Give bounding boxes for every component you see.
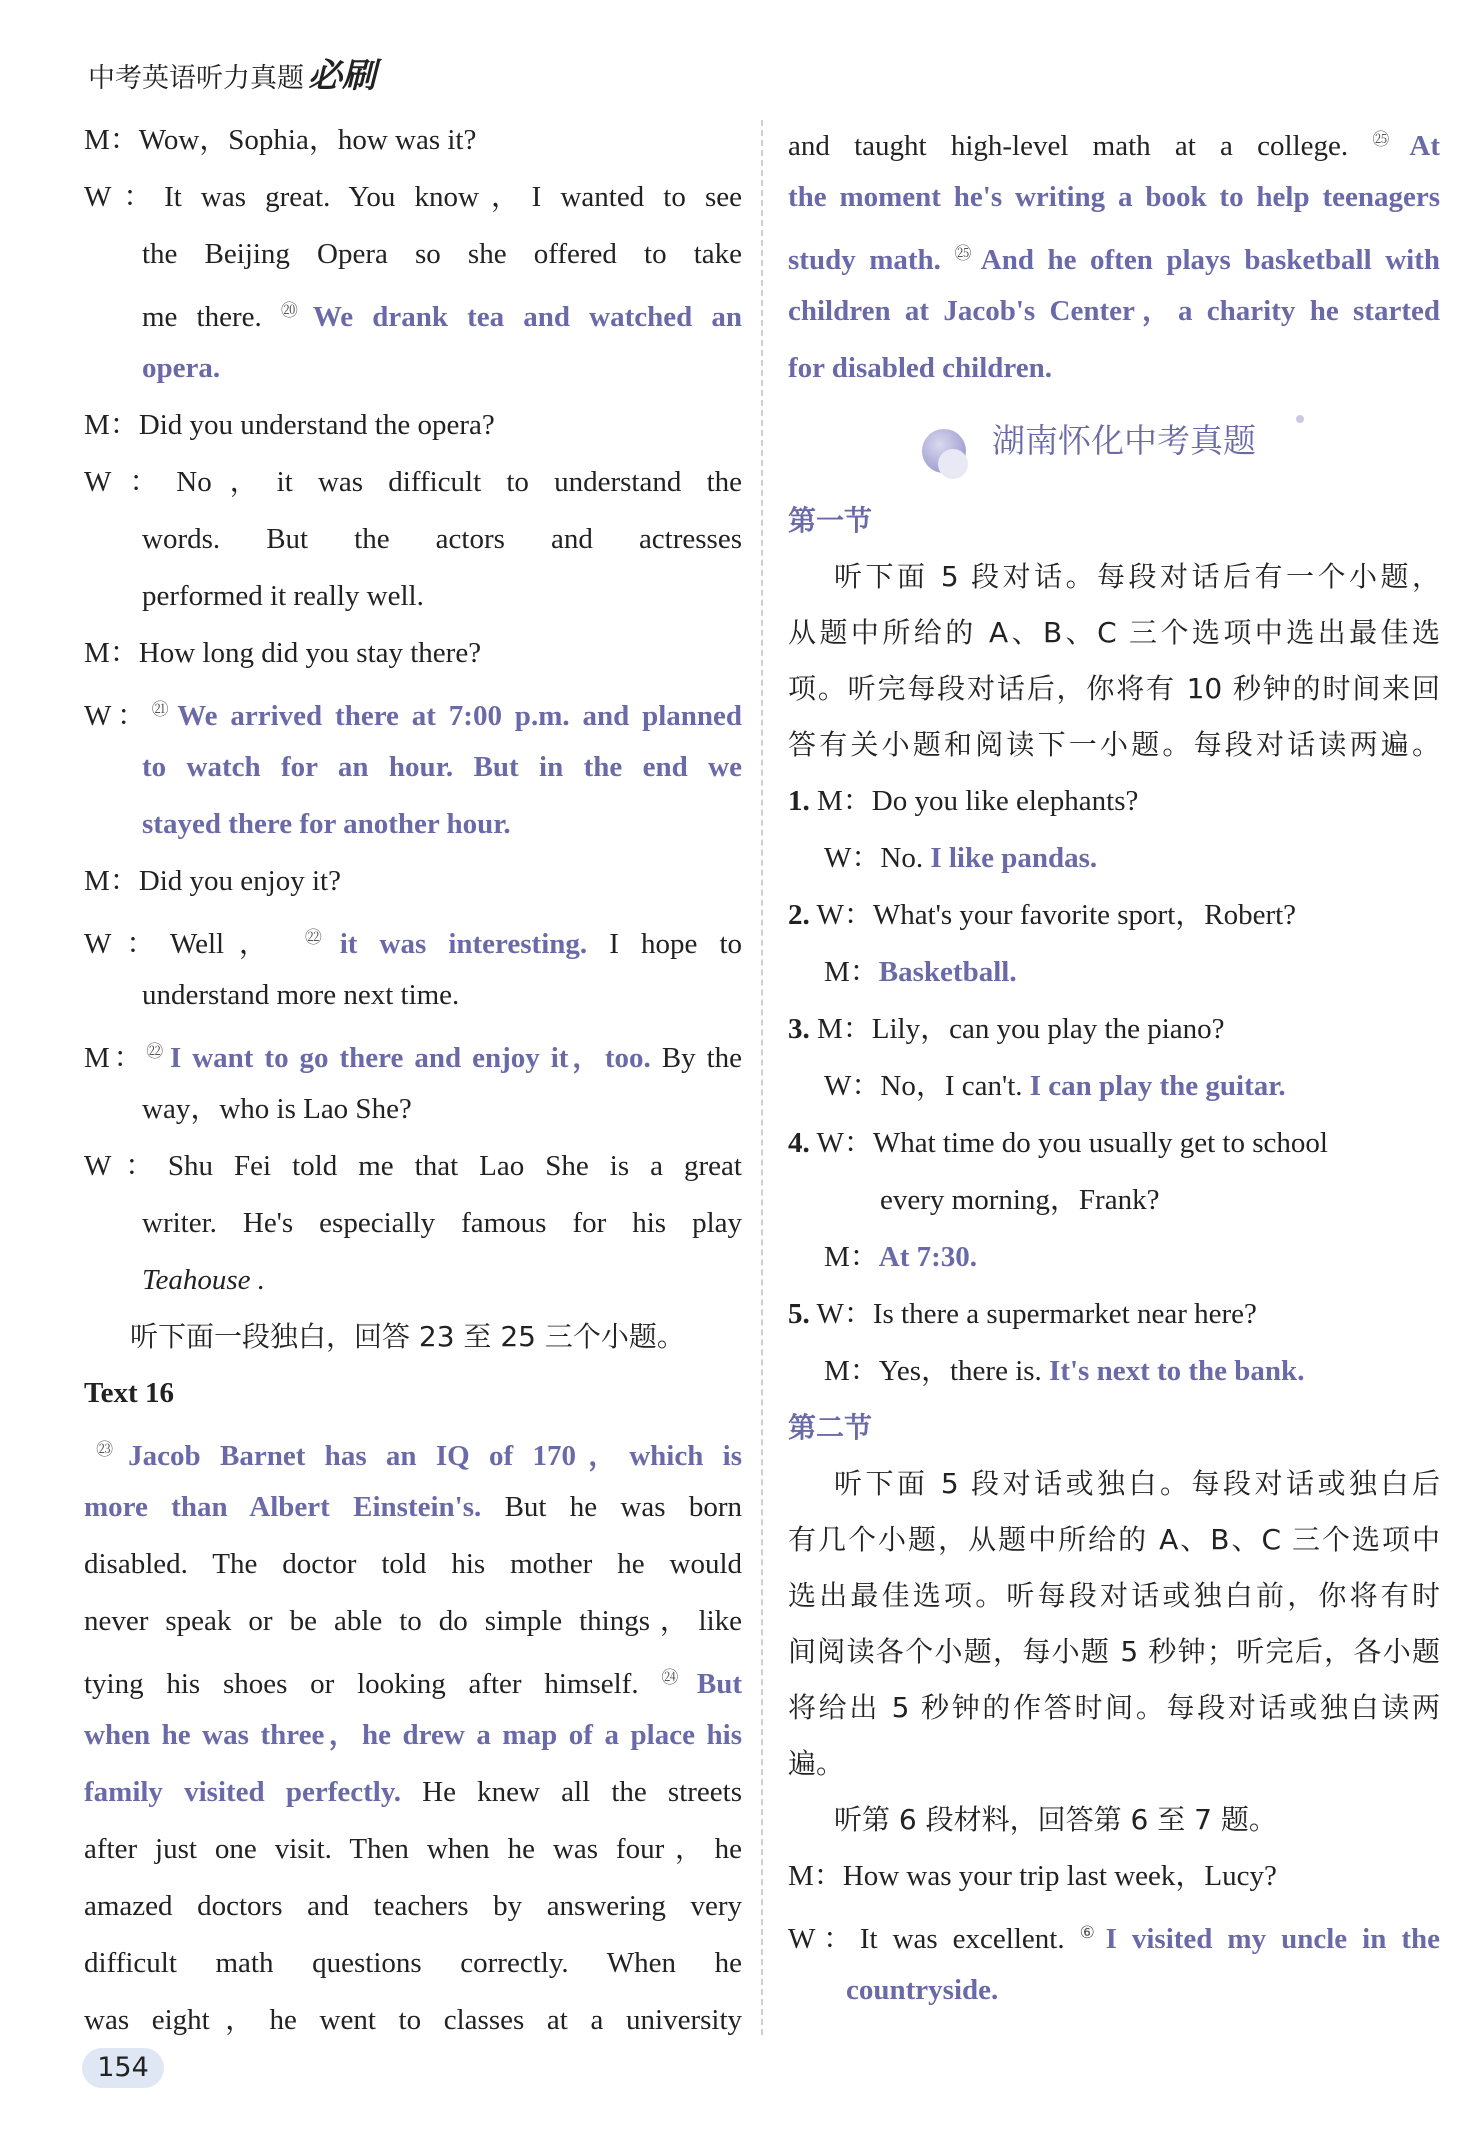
instruction-line: 遍。 [788,1747,845,1780]
banner-decoration [938,449,968,479]
question-number: 5. [788,1298,810,1330]
instruction-line: 有几个小题，从题中所给的 A、B、C 三个选项中 [788,1523,1440,1556]
text-span: W：What's your favorite sport，Robert? [816,899,1297,931]
question-line: every morning，Frank? [880,1184,1160,1216]
text-span: me there. [142,301,262,333]
answer-marker: ㉓ [84,1440,126,1460]
text-line [84,1479,742,1536]
answer-highlight: At [1409,130,1441,162]
text-line: M：Wow，Sophia，how was it? [84,124,477,156]
answer-highlight: countryside. [846,1974,999,2006]
answer-highlight: We arrived there at 7:00 p.m. and planned [177,700,743,732]
response-line [788,1343,1440,1400]
answer-highlight: I like pandas. [930,842,1098,874]
instruction-line: 听第 6 段材料，回答第 6 至 7 题。 [834,1803,1277,1836]
instruction-line: 听下面 5 段对话。每段对话后有一个小题， [834,560,1440,593]
answer-highlight: family visited perfectly. [84,1776,401,1808]
instruction-line: 听下面 5 段对话或独白。每段对话或独白后 [834,1467,1440,1500]
question-line [788,1115,1440,1172]
text-line: way，who is Lao She? [142,1093,412,1125]
text-span: I hope to [609,928,742,960]
text-span: W：Is there a supermarket near here? [816,1298,1257,1330]
text-line [84,1764,742,1821]
text-span: But he was born [504,1491,743,1523]
text-line: M：Did you understand the opera? [84,409,495,441]
question-line [788,1001,1440,1058]
text-span: M：Yes，there is. [824,1355,1042,1387]
section-banner [788,397,1440,493]
text-span: W：What time do you usually get to school [816,1127,1328,1159]
column-divider [761,120,763,2035]
answer-highlight: when he was three，he drew a map of a place his [84,1719,742,1751]
text-span: W： [84,700,152,732]
question-line [788,773,1440,830]
text-span: tying his shoes or looking after himself. [84,1668,639,1700]
instruction-line: 从题中所给的 A、B、C 三个选项中选出最佳选 [788,616,1440,649]
answer-marker: ㉒ [304,928,337,948]
text-line [84,1650,742,1707]
text-span: By the [661,1042,743,1074]
section-heading: 第一节 [788,504,873,537]
text-line [84,1024,742,1081]
answer-marker: ㉔ [661,1668,694,1688]
answer-marker: ⑳ [280,301,310,321]
text-span: W：It was excellent. [788,1923,1065,1955]
question-number: 4. [788,1127,810,1159]
answer-marker: ㉒ [146,1042,167,1062]
banner-title: 湖南怀化中考真题 [992,421,1256,460]
left-column [84,112,742,2049]
answer-highlight: I want to go there and enjoy it，too. [169,1042,651,1074]
text-line: was eight，he went to classes at a university [84,2004,742,2036]
text-span: M： [824,956,879,988]
answer-highlight: to watch for an hour. But in the end we [142,751,742,783]
instruction-line: 项。听完每段对话后，你将有 10 秒钟的时间来回 [788,672,1440,705]
answer-marker: ㉑ [151,700,175,720]
text-span: M： [824,1241,879,1273]
question-line [788,1286,1440,1343]
text-span: W：No. [824,842,924,874]
instruction-line: 选出最佳选项。听每段对话或独白前，你将有时 [788,1579,1440,1612]
text-span: M： [84,1042,147,1074]
response-line [788,944,1440,1001]
text-line [788,1905,1440,1962]
question-number: 2. [788,899,810,931]
instruction-line: 将给出 5 秒钟的作答时间。每段对话或独白读两 [788,1691,1440,1724]
banner-decoration [1296,415,1304,423]
question-line [788,887,1440,944]
answer-highlight: children at Jacob's Center，a charity he started [788,295,1440,327]
text-line: M：Did you enjoy it? [84,865,341,897]
text-line [84,1422,742,1479]
text-span: He knew all the streets [422,1776,743,1808]
section-heading: Text 16 [84,1377,174,1409]
text-line: W：Shu Fei told me that Lao She is a great [84,1150,742,1182]
text-line: the Beijing Opera so she offered to take [142,238,742,270]
text-line [84,910,742,967]
text-span: W：No，I can't. [824,1070,1023,1102]
answer-highlight: Jacob Barnet has an IQ of 170，which is [128,1440,742,1472]
answer-highlight: the moment he's writing a book to help teenagers [788,181,1440,213]
right-column [788,112,1440,2019]
answer-marker: ㉕ [954,244,978,264]
text-line: performed it really well. [142,580,424,612]
text-span: M：Do you like elephants? [817,785,1139,817]
text-span: and taught high-level math at a college. [788,130,1349,162]
answer-highlight: more than Albert Einstein's. [84,1491,482,1523]
text-line [84,283,742,340]
instruction-line: 答有关小题和阅读下一小题。每段对话读两遍。 [788,728,1440,761]
text-line: words. But the actors and actresses [142,523,742,555]
answer-highlight: But [696,1668,743,1700]
instruction-line: 听下面一段独白，回答 23 至 25 三个小题。 [130,1320,685,1353]
answer-highlight: stayed there for another hour. [142,808,511,840]
text-line: never speak or be able to do simple things，like [84,1605,742,1637]
answer-highlight: It's next to the bank. [1049,1355,1305,1387]
answer-highlight: We drank tea and watched an [312,301,743,333]
text-line: W：No，it was difficult to understand the [84,466,742,498]
text-line [84,682,742,739]
section-heading: 第二节 [788,1411,873,1444]
answer-marker: ㉕ [1372,130,1407,150]
answer-highlight: it was interesting. [339,928,588,960]
text-line: W：It was great. You know，I wanted to see [84,181,742,213]
instruction-line: 间阅读各个小题，每小题 5 秒钟；听完后，各小题 [788,1635,1440,1668]
book-title: 中考英语听力真题 [88,63,304,94]
answer-highlight: And he often plays basketball with [980,244,1440,276]
text-line [788,112,1440,169]
text-line: amazed doctors and teachers by answering very [84,1890,742,1922]
page-number: 154 [82,2048,164,2088]
text-line: writer. He's especially famous for his play [142,1207,742,1239]
text-line: M：How was your trip last week，Lucy? [788,1860,1277,1892]
answer-highlight: I can play the guitar. [1029,1070,1286,1102]
text-line: M：How long did you stay there? [84,637,482,669]
text-line: understand more next time. [142,979,460,1011]
text-line: Teahouse . [142,1264,265,1296]
answer-marker: ⑥ [1079,1923,1103,1943]
page-header [88,48,376,97]
answer-highlight: Basketball. [878,956,1017,988]
text-line [788,226,1440,283]
question-number: 3. [788,1013,810,1045]
question-number: 1. [788,785,810,817]
text-line: disabled. The doctor told his mother he would [84,1548,742,1580]
text-span: M：Lily，can you play the piano? [817,1013,1225,1045]
text-span: W：Well， [84,928,283,960]
text-line: difficult math questions correctly. When he [84,1947,742,1979]
answer-highlight: I visited my uncle in the [1105,1923,1440,1955]
response-line [788,1058,1440,1115]
answer-highlight: At 7:30. [878,1241,978,1273]
answer-highlight: opera. [142,352,221,384]
response-line [788,830,1440,887]
text-line: after just one visit. Then when he was four，he [84,1833,742,1865]
answer-highlight: for disabled children. [788,352,1053,384]
book-brand: 必刷 [308,56,376,96]
answer-highlight: study math. [788,244,941,276]
response-line [788,1229,1440,1286]
